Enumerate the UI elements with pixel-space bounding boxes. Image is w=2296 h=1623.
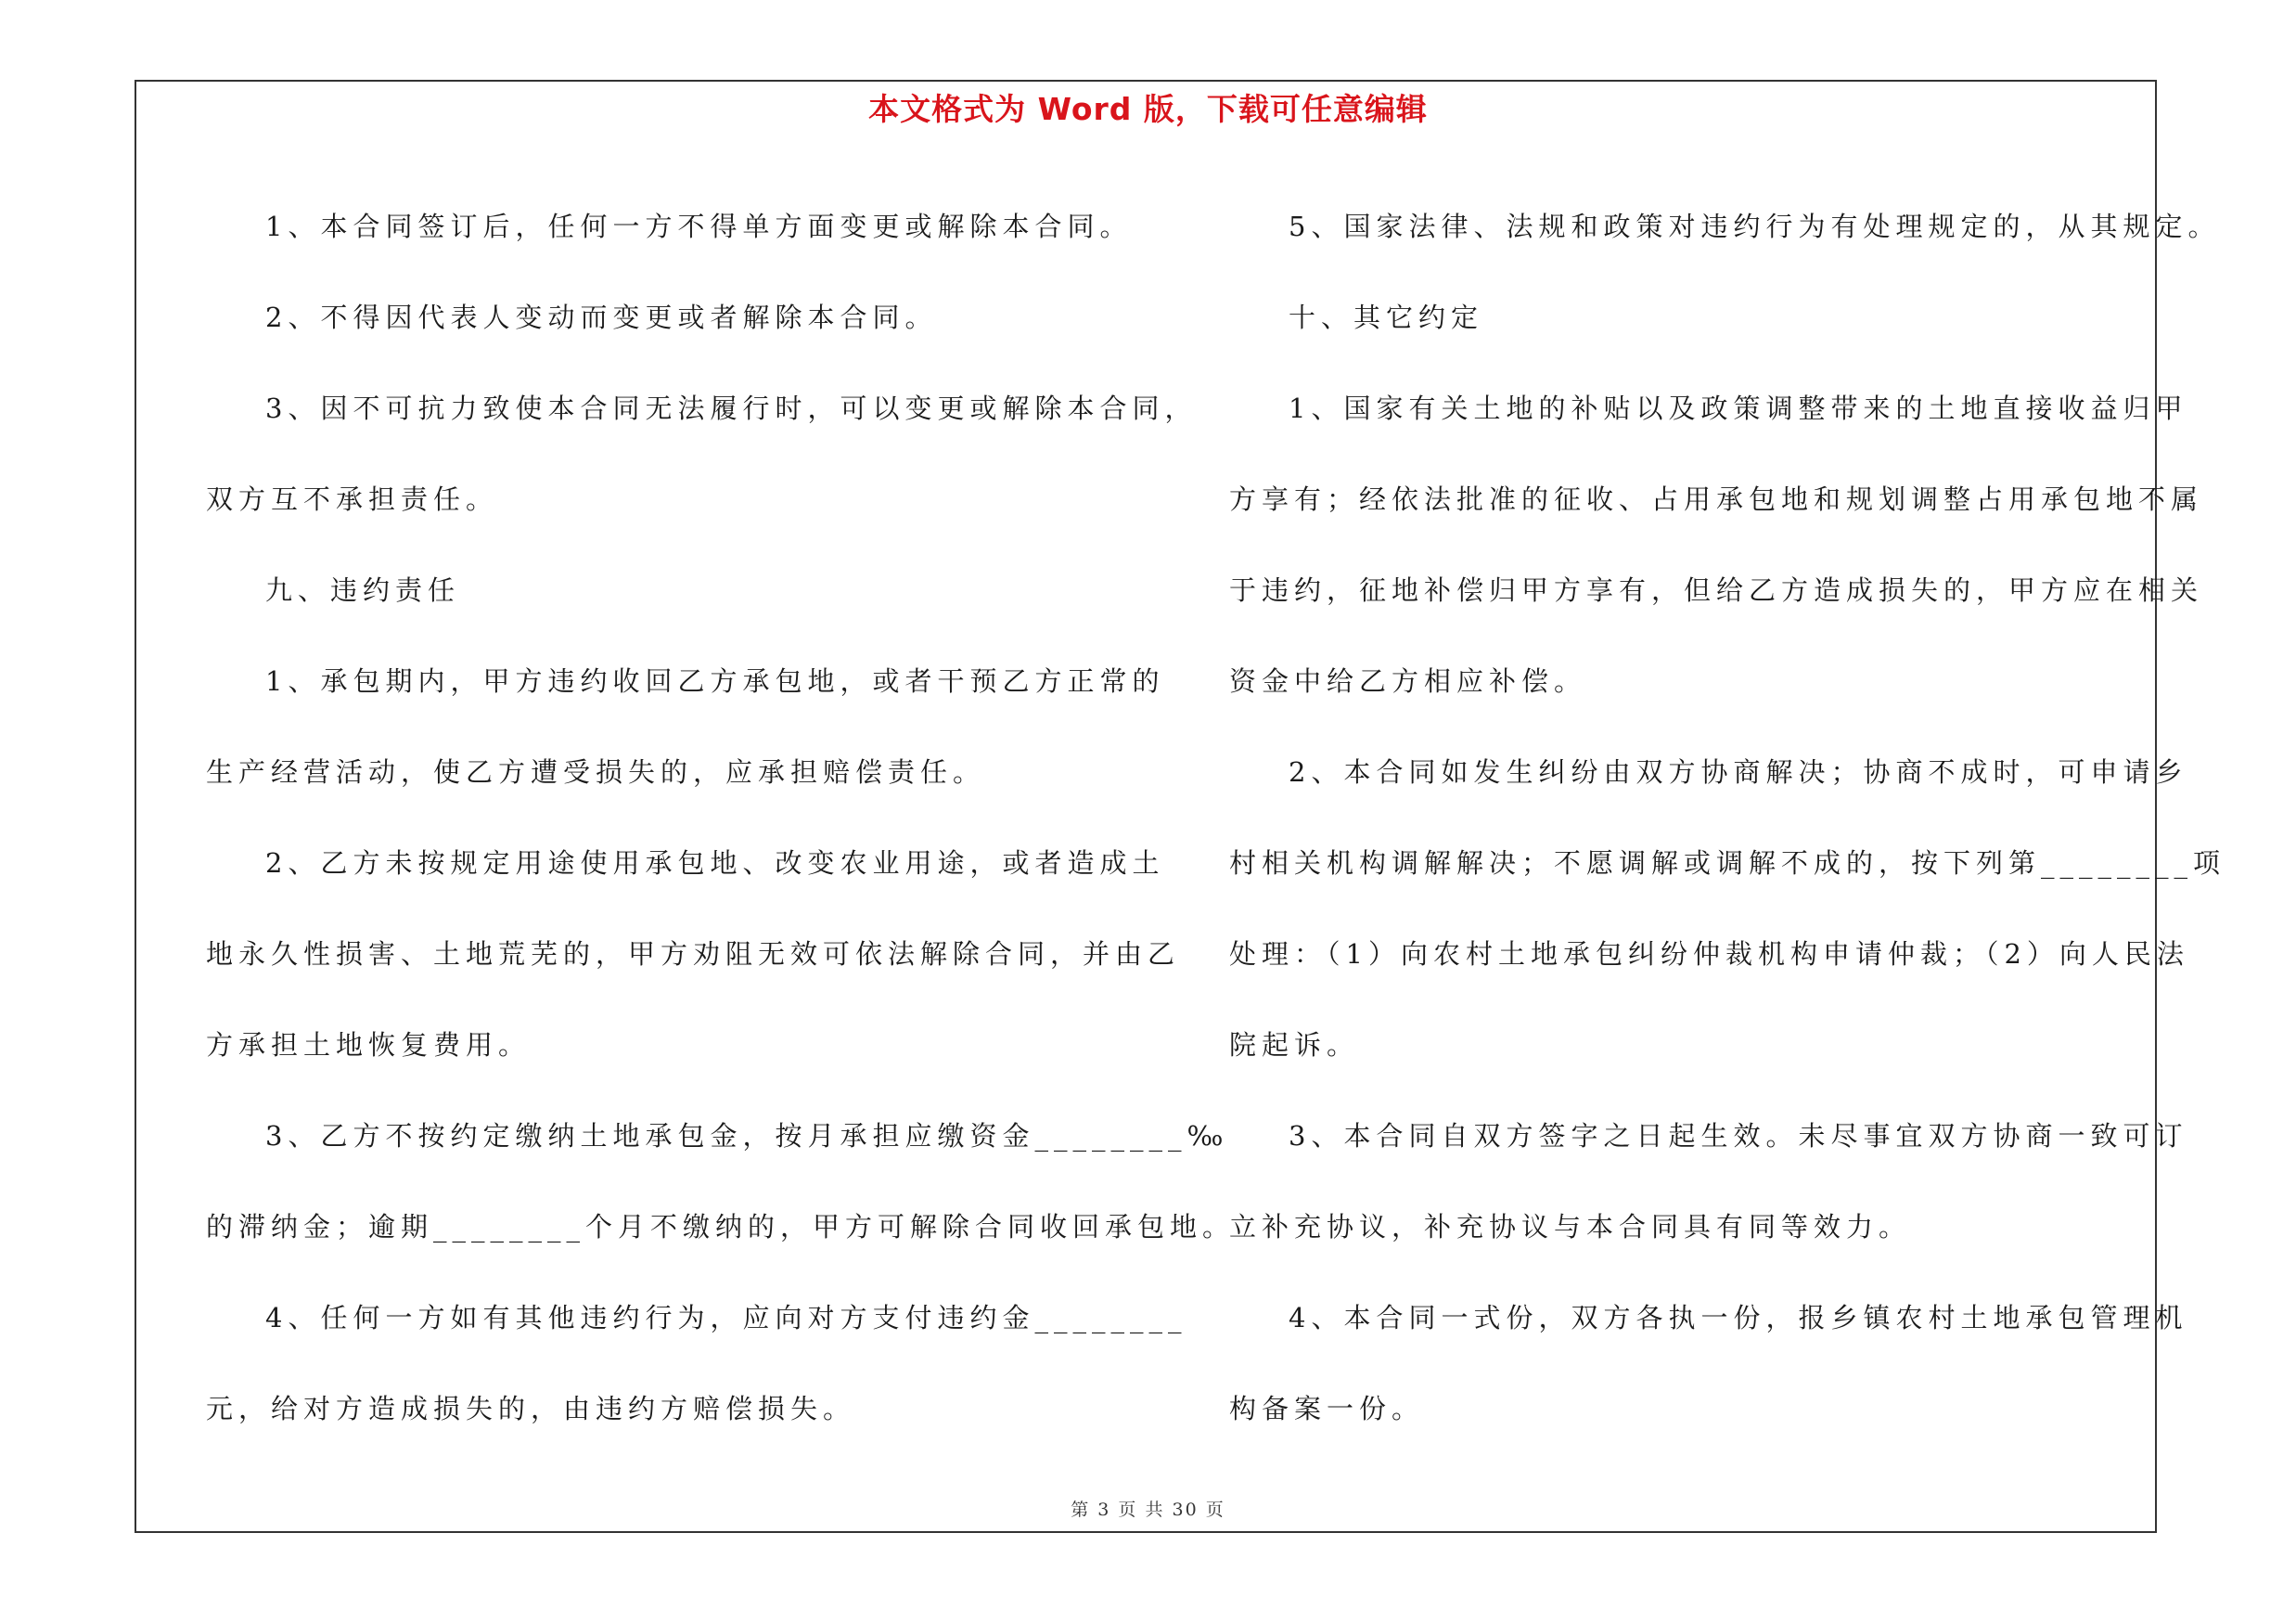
paragraph-line: 1、承包期内，甲方违约收回乙方承包地，或者干预乙方正常的 — [265, 665, 1165, 697]
paragraph-line: 双方互不承担责任。 — [206, 483, 499, 515]
paragraph-line: 资金中给乙方相应补偿。 — [1229, 665, 1587, 697]
left-column — [206, 181, 1236, 1454]
paragraph-line: 处理：（1）向农村土地承包纠纷仲裁机构申请仲裁；（2）向人民法 — [1229, 938, 2189, 970]
paragraph-line: 的滞纳金；逾期________个月不缴纳的，甲方可解除合同收回承包地。 — [206, 1211, 1236, 1243]
paragraph-line: 4、本合同一式份，双方各执一份，报乡镇农村土地承包管理机 — [1289, 1302, 2188, 1333]
paragraph-line: 4、任何一方如有其他违约行为，应向对方支付违约金________ — [265, 1302, 1187, 1333]
paragraph-line: 构备案一份。 — [1229, 1393, 1425, 1424]
paragraph-line: 院起诉。 — [1229, 1029, 1360, 1061]
paragraph-line: 1、国家有关土地的补贴以及政策调整带来的土地直接收益归甲 — [1289, 393, 2188, 424]
page-indicator: 第 3 页 共 30 页 — [1071, 1500, 1225, 1520]
paragraph-line: 3、本合同自双方签字之日起生效。未尽事宜双方协商一致可订 — [1289, 1120, 2188, 1152]
paragraph-line: 于违约，征地补偿归甲方享有，但给乙方造成损失的，甲方应在相关 — [1229, 574, 2204, 606]
paragraph-line: 元，给对方造成损失的，由违约方赔偿损失。 — [206, 1393, 856, 1424]
paragraph-line: 立补充协议，补充协议与本合同具有同等效力。 — [1229, 1211, 1912, 1243]
paragraph-line: 九、违约责任 — [265, 574, 461, 606]
paragraph-line: 十、其它约定 — [1289, 302, 1484, 333]
paragraph-line: 方承担土地恢复费用。 — [206, 1029, 532, 1061]
header-banner: 本文格式为 Word 版，下载可任意编辑 — [868, 91, 1428, 127]
paragraph-line: 2、不得因代表人变动而变更或者解除本合同。 — [265, 302, 938, 333]
right-column — [1229, 181, 2226, 1454]
paragraph-line: 1、本合同签订后，任何一方不得单方面变更或解除本合同。 — [265, 211, 1133, 242]
paragraph-line: 2、本合同如发生纠纷由双方协商解决；协商不成时，可申请乡 — [1289, 756, 2188, 788]
paragraph-line: 地永久性损害、土地荒芜的，甲方劝阻无效可依法解除合同，并由乙 — [206, 938, 1181, 970]
paragraph-line: 3、乙方不按约定缴纳土地承包金，按月承担应缴资金________‰ — [265, 1120, 1229, 1152]
paragraph-line: 村相关机构调解解决；不愿调解或调解不成的，按下列第________项 — [1229, 847, 2226, 879]
paragraph-line: 5、国家法律、法规和政策对违约行为有处理规定的，从其规定。 — [1289, 211, 2221, 242]
paragraph-line: 生产经营活动，使乙方遭受损失的，应承担赔偿责任。 — [206, 756, 986, 788]
paragraph-line: 3、因不可抗力致使本合同无法履行时，可以变更或解除本合同， — [265, 393, 1198, 424]
paragraph-line: 2、乙方未按规定用途使用承包地、改变农业用途，或者造成土 — [265, 847, 1165, 879]
paragraph-line: 方享有；经依法批准的征收、占用承包地和规划调整占用承包地不属 — [1229, 483, 2204, 515]
